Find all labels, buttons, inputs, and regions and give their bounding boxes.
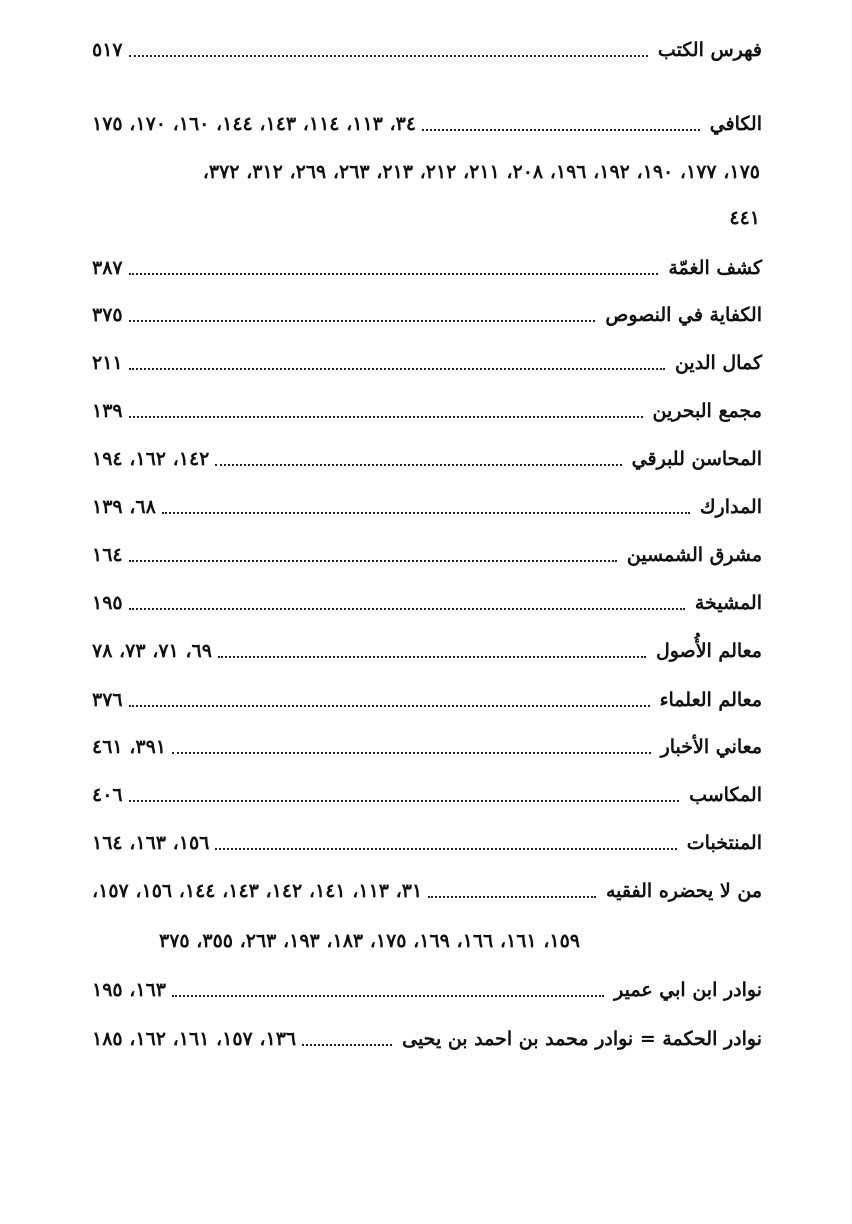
entry-pages: ١٦٤ <box>92 544 123 566</box>
entry-title: الكفاية في النصوص <box>605 304 762 326</box>
page-header <box>92 30 762 70</box>
entry-title: المحاسن للبرقي <box>631 448 762 470</box>
leader-dots <box>428 896 596 898</box>
index-entry <box>92 487 762 527</box>
index-entry <box>92 871 762 911</box>
entry-pages: ١٩٥ <box>92 592 123 614</box>
entry-pages: ١٤٢، ١٦٢، ١٩٤ <box>92 448 210 470</box>
index-entry <box>92 1019 762 1059</box>
entry-title: معالم العلماء <box>659 689 762 711</box>
index-entry <box>92 535 762 575</box>
leader-dots <box>172 752 651 754</box>
leader-dots <box>129 705 650 707</box>
entry-title: من لا يحضره الفقيه <box>606 880 762 902</box>
leader-dots <box>172 995 604 997</box>
entry-pages-continued: ١٧٥، ١٧٧، ١٩٠، ١٩٢، ١٩٦، ٢٠٨، ٢١١، ٢١٢، ٢١٣، ٢٦٣، ٢٦٩، ٣١٢، ٣٧٢، <box>202 161 760 183</box>
index-entry <box>92 343 762 383</box>
entry-title: نوادر ابن ابي عمير <box>614 979 762 1001</box>
leader-dots <box>218 656 646 658</box>
leader-dots <box>129 368 665 370</box>
entry-pages: ٤٠٦ <box>92 784 123 806</box>
entry-pages: ١٦٣، ١٩٥ <box>92 979 166 1001</box>
entry-title: نوادر الحكمة = نوادر محمد بن احمد بن يحيى <box>402 1028 762 1050</box>
index-entry <box>92 680 762 720</box>
entry-title: مشرق الشمسين <box>626 544 762 566</box>
index-entry <box>92 970 762 1010</box>
leader-dots <box>129 608 685 610</box>
entry-pages: ٢١١ <box>92 352 123 374</box>
leader-dots <box>422 129 700 131</box>
index-entry <box>92 583 762 623</box>
entry-pages: ٣٧٦ <box>92 689 123 711</box>
leader-dots <box>129 416 643 418</box>
entry-pages: ١٣٦، ١٥٧، ١٦١، ١٦٢، ١٨٥ <box>92 1028 297 1050</box>
entry-title: المدارك <box>699 496 762 518</box>
entry-title: معاني الأخبار <box>660 736 762 758</box>
index-entry <box>92 391 762 431</box>
index-entry <box>92 775 762 815</box>
entry-title: معالم الأُصول <box>655 640 762 662</box>
entry-title: المنتخبات <box>686 832 762 854</box>
leader-dots <box>162 512 690 514</box>
leader-dots <box>129 800 679 802</box>
entry-title: كمال الدين <box>674 352 762 374</box>
leader-dots <box>215 464 621 466</box>
entry-pages: ٣٨٧ <box>92 257 123 279</box>
index-entry <box>92 295 762 335</box>
leader-dots <box>129 320 596 322</box>
entry-pages: ٣١، ١١٣، ١٤١، ١٤٢، ١٤٣، ١٤٤، ١٥٦، ١٥٧، <box>92 880 423 902</box>
entry-title: المشيخة <box>694 592 762 614</box>
entry-pages: ٣٤، ١١٣، ١١٤، ١٤٣، ١٤٤، ١٦٠، ١٧٠، ١٧٥ <box>92 113 417 135</box>
entry-pages-continued: ١٥٩، ١٦١، ١٦٦، ١٦٩، ١٧٥، ١٨٣، ١٩٣، ٢٦٣، ٣٥٥، ٣٧٥ <box>159 930 580 952</box>
leader-dots <box>129 55 648 57</box>
entry-title: مجمع البحرين <box>652 400 762 422</box>
page-number: ٥١٧ <box>92 39 123 61</box>
entry-title: كشف الغمّة <box>668 257 762 279</box>
index-entry <box>92 104 762 144</box>
index-entry <box>92 727 762 767</box>
entry-pages: ١٣٩ <box>92 400 123 422</box>
index-entry <box>92 823 762 863</box>
index-entry <box>92 631 762 671</box>
entry-pages: ٣٧٥ <box>92 304 123 326</box>
entry-title: المكاسب <box>689 784 762 806</box>
entry-pages: ٦٨، ١٣٩ <box>92 496 156 518</box>
entry-title: الكافي <box>709 113 762 135</box>
index-entry <box>92 248 762 288</box>
index-entry <box>92 439 762 479</box>
entry-pages: ٣٩١، ٤٦١ <box>92 736 166 758</box>
header-title: فهرس الكتب <box>657 39 762 61</box>
entry-pages-continued: ٤٤١ <box>729 207 760 229</box>
leader-dots <box>129 273 659 275</box>
leader-dots <box>215 848 676 850</box>
leader-dots <box>302 1044 392 1046</box>
leader-dots <box>129 560 617 562</box>
entry-pages: ٦٩، ٧١، ٧٣، ٧٨ <box>92 640 212 662</box>
entry-pages: ١٥٦، ١٦٣، ١٦٤ <box>92 832 210 854</box>
